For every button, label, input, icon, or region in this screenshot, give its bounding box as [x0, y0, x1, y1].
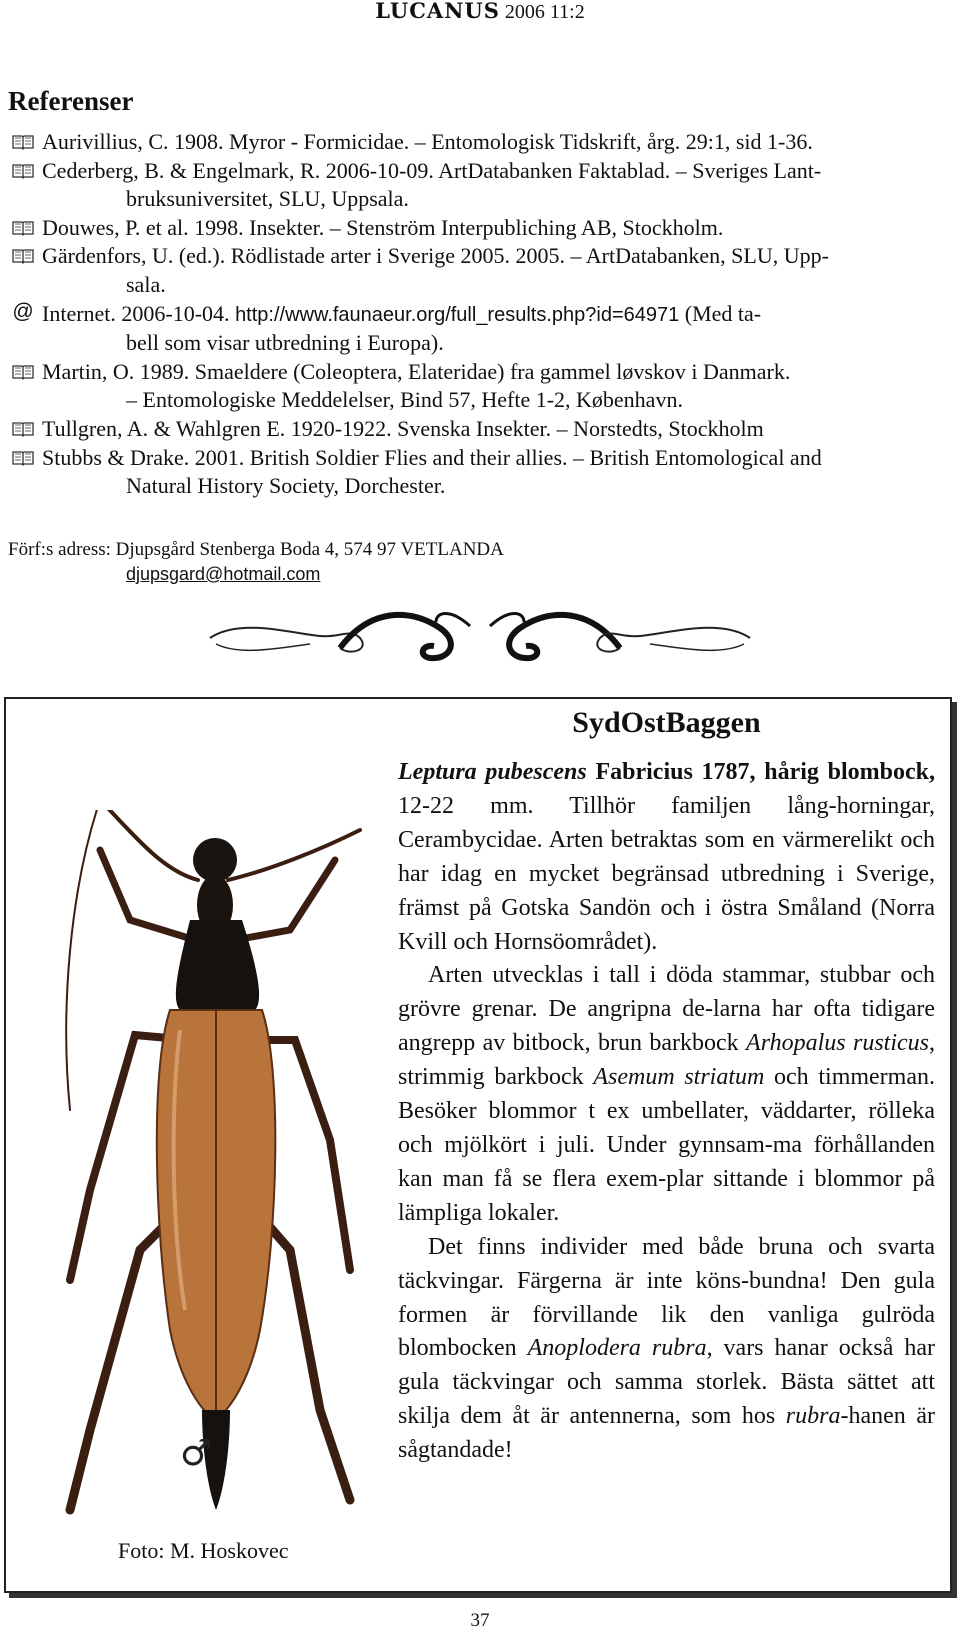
- species-name: Asemum striatum: [593, 1064, 765, 1091]
- page-number: 37: [470, 1610, 490, 1631]
- decorative-flourish: [200, 598, 760, 678]
- reference-text: Internet. 2006-10-04.: [42, 300, 236, 326]
- reference-text-tail: (Med ta-: [679, 300, 762, 326]
- references-heading: Referenser: [8, 86, 134, 116]
- reference-text: Cederberg, B. & Engelmark, R. 2006-10-09. ArtDatabanken Faktablad. – Sveriges Lant-: [42, 157, 822, 183]
- book-icon: [10, 157, 36, 185]
- reference-item: [10, 214, 950, 243]
- species-name: Arhopalus rusticus: [746, 1030, 929, 1057]
- article-paragraph: [398, 959, 935, 1230]
- reference-url-link[interactable]: http://www.faunaeur.org/full_results.php?id=64971: [235, 303, 680, 326]
- reference-text: Douwes, P. et al. 1998. Insekter. – Stenström Interpubliching AB, Stockholm.: [42, 214, 724, 240]
- species-author: Fabricius 1787, hårig blombock,: [586, 759, 936, 785]
- male-symbol: ♂: [180, 1433, 213, 1474]
- references-list: [10, 128, 950, 501]
- book-icon: [10, 242, 36, 270]
- book-icon: [10, 214, 36, 242]
- article-title: SydOstBaggen: [572, 706, 761, 739]
- paragraph-text: -hanen är sågtandade!: [398, 1403, 935, 1464]
- reference-item: [10, 242, 950, 299]
- article-paragraph: [398, 756, 935, 959]
- paragraph-text: Arten utvecklas i tall i döda stammar, stubbar och grövre grenar. De angripna de-larna har ofta tidigare angrepp av bitbock, brun barkbock: [398, 962, 935, 1057]
- species-name: Leptura pubescens: [398, 759, 587, 785]
- paragraph-text: , vars hanar också har gula täckvingar och samma storlek. Bästa sättet att skilja dem åt är antennerna, som hos: [398, 1335, 936, 1430]
- reference-text: Tullgren, A. & Wahlgren E. 1920-1922. Svenska Insekter. – Norstedts, Stockholm: [42, 415, 764, 441]
- email-link[interactable]: djupsgard@hotmail.com: [126, 564, 321, 584]
- reference-continuation: bruksuniversitet, SLU, Uppsala.: [126, 186, 409, 212]
- beetle-photo: [30, 810, 390, 1570]
- reference-continuation: Natural History Society, Dorchester.: [126, 473, 446, 499]
- book-icon: [10, 358, 36, 386]
- book-icon: [10, 444, 36, 472]
- reference-text: Stubbs & Drake. 2001. British Soldier Flies and their allies. – British Entomological and: [42, 444, 822, 470]
- species-article: [398, 700, 935, 1468]
- journal-issue: 2006 11:2: [504, 1, 585, 23]
- book-icon: [10, 128, 36, 156]
- at-icon: @: [12, 300, 34, 324]
- reference-text: Aurivillius, C. 1908. Myror - Formicidae. – Entomologisk Tidskrift, årg. 29:1, sid 1-36.: [42, 129, 813, 154]
- reference-continuation: – Entomologiske Meddelelser, Bind 57, Hefte 1-2, København.: [126, 387, 683, 413]
- reference-item: [10, 358, 950, 415]
- author-address: [8, 538, 504, 587]
- article-paragraph: [398, 1231, 935, 1468]
- book-icon: [10, 415, 36, 443]
- address-text: Förf:s adress: Djupsgård Stenberga Boda 4, 574 97 VETLANDA: [8, 539, 504, 560]
- reference-item: [10, 157, 950, 214]
- reference-continuation: sala.: [126, 271, 166, 297]
- reference-item: [10, 444, 950, 501]
- page-header: [0, 0, 960, 23]
- paragraph-text: Det finns individer med både bruna och svarta täckvingar. Färgerna är inte köns-bundna! Den gula formen är förvillande lik den vanliga gulröda blombocken: [398, 1233, 935, 1362]
- paragraph-text: 12-22 mm. Tillhör familjen lång-horningar, Cerambycidae. Arten betraktas som en värmerelikt och har idag en mycket begränsad utbredning i Sverige, främst på Gotska Sandön och i östra Småland (Norra Kvill och Hornsöområdet).: [398, 792, 935, 955]
- species-name: Anoplodera rubra: [527, 1335, 707, 1362]
- reference-item: [10, 128, 950, 157]
- species-name: rubra: [785, 1403, 841, 1430]
- paragraph-text: , strimmig barkbock: [398, 1030, 935, 1091]
- reference-item: [10, 300, 950, 358]
- photo-caption: Foto: M. Hoskovec: [118, 1538, 289, 1563]
- journal-title: LUCANUS: [375, 0, 500, 23]
- reference-item: [10, 415, 950, 444]
- reference-text: Martin, O. 1989. Smaeldere (Coleoptera, Elateridae) fra gammel løvskov i Danmark.: [42, 358, 791, 384]
- paragraph-text: och timmerman. Besöker blommor t ex umbellater, väddarter, rölleka och mjölkört i juli. Under gynnsam-ma förhållanden kan man få se flera exem-plar sittande i blommor på lämpliga lokaler.: [398, 1064, 935, 1226]
- reference-text: Gärdenfors, U. (ed.). Rödlistade arter i Sverige 2005. 2005. – ArtDatabanken, SLU, Upp-: [42, 243, 829, 269]
- reference-continuation: bell som visar utbredning i Europa).: [126, 330, 444, 356]
